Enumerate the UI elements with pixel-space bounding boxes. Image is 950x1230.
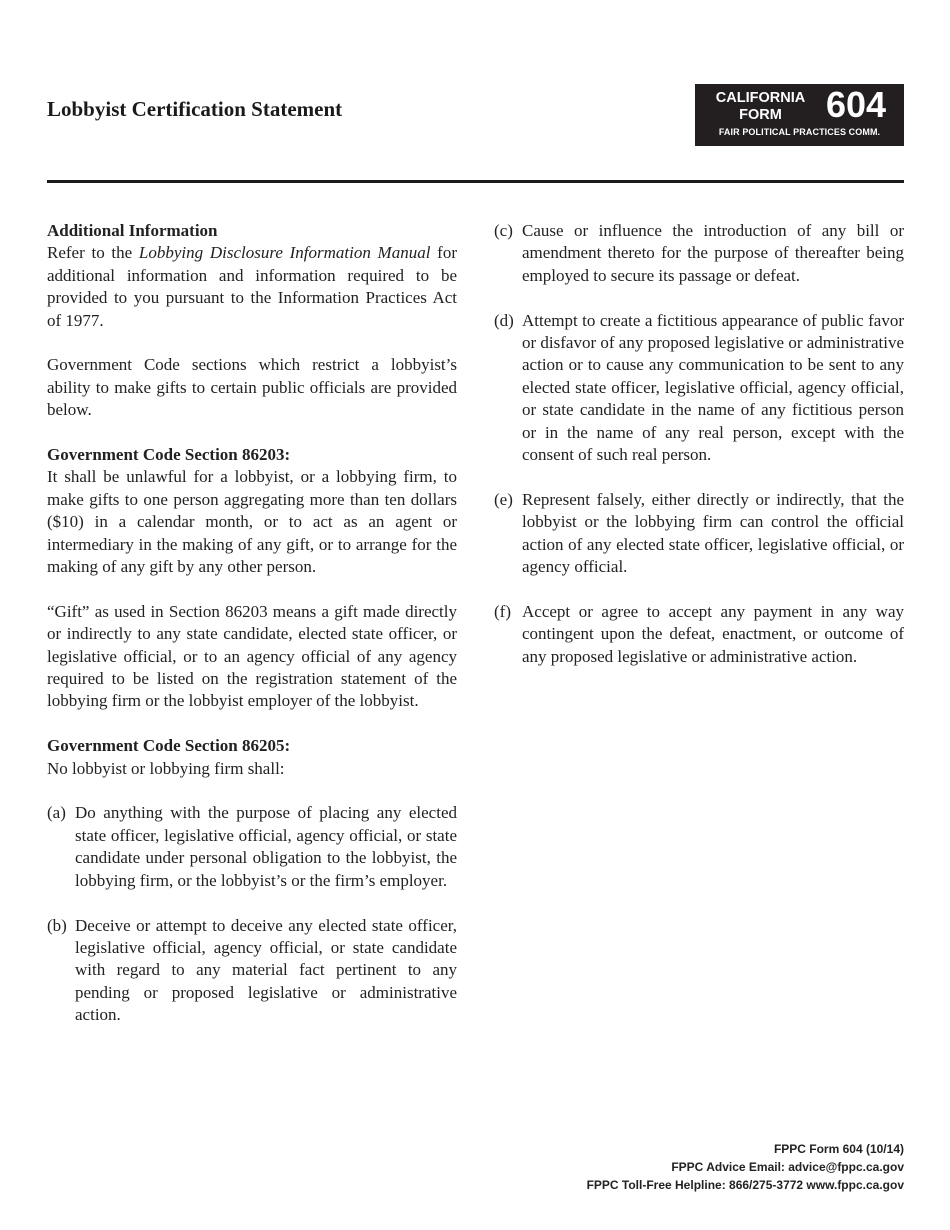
item-letter: (b): [47, 915, 67, 935]
item-text: Attempt to create a fictitious appearance of public favor or disfavor of any proposed legislative or administrative action or to cause any communication to be sent to any elected state officer, legislative official, agency official, or state candidate in the name of any fictitious person or in the name of any real person, except with the consent of such real person.: [522, 310, 904, 465]
page-title: Lobbyist Certification Statement: [47, 97, 343, 121]
list-item: [494, 601, 904, 668]
gift-definition: “Gift” as used in Section 86203 means a gift made directly or indirectly to any state candidate, elected state officer, or legislative official, or to an agency official of any agency required to be listed on the registration statement of the lobbying firm or the lobbyist employer of the lobbyist.: [47, 601, 457, 711]
form-badge: [695, 84, 904, 146]
list-item: [494, 310, 904, 467]
intro-paragraph: [47, 242, 457, 332]
item-text: Cause or influence the introduction of any bill or amendment thereto for the purpose of thereafter being employed to secure its passage or defeat.: [522, 221, 904, 285]
item-letter: (d): [494, 310, 514, 330]
badge-form-number: 604: [826, 84, 887, 125]
item-text: Represent falsely, either directly or indirectly, that the lobbyist or the lobbying firm can control the official action of any elected state officer, legislative official, or agency official.: [522, 489, 904, 577]
badge-state: CALIFORNIA: [715, 90, 806, 106]
badge-form-word: FORM: [739, 107, 782, 123]
section-86205-lead: No lobbyist or lobbying firm shall:: [47, 758, 285, 778]
badge-agency: FAIR POLITICAL PRACTICES COMM.: [718, 127, 881, 137]
section-86205-heading: Government Code Section 86205:: [47, 736, 291, 756]
item-letter: (c): [494, 221, 513, 240]
list-item: [47, 915, 457, 1027]
gov-code-intro: Government Code sections which restrict a lobbyist’s ability to make gifts to certain public officials are provided below.: [47, 355, 457, 420]
right-column: [494, 220, 904, 690]
item-letter: (a): [47, 803, 66, 823]
header-divider: [47, 180, 904, 183]
section-86203-text: It shall be unlawful for a lobbyist, or a lobbying firm, to make gifts to one person aggregating more than ten dollars ($10) in a calendar month, or to act as an agent or intermediary in the making of any gift, or to arrange for the making of any gift by any other person.: [47, 467, 457, 577]
item-text: Deceive or attempt to deceive any elected state officer, legislative official, agency official, or state candidate with regard to any material fact pertinent to any pending or proposed legislative or administrative action.: [75, 915, 457, 1025]
footer-helpline: FPPC Toll-Free Helpline: 866/275-3772 www.fppc.ca.gov: [586, 1178, 904, 1192]
additional-info-heading: Additional Information: [47, 221, 218, 240]
intro-suffix: for additional information and information required to be provided to you pursuant to the Information Practices Act of 1977.: [47, 243, 457, 330]
left-column: [47, 220, 457, 1049]
item-text: Accept or agree to accept any payment in any way contingent upon the defeat, enactment, or outcome of any proposed legislative or administrative action.: [522, 601, 904, 666]
list-item: [47, 802, 457, 892]
footer: [587, 1140, 904, 1194]
footer-advice-email: FPPC Advice Email: advice@fppc.ca.gov: [671, 1160, 904, 1174]
section-86203-heading: Government Code Section 86203:: [47, 445, 291, 465]
list-item: [494, 489, 904, 579]
manual-title: Lobbying Disclosure Information Manual: [138, 243, 431, 263]
list-item: [494, 220, 904, 287]
item-letter: (e): [494, 489, 513, 509]
item-letter: (f): [494, 601, 511, 621]
item-text: Do anything with the purpose of placing any elected state officer, legislative official, agency official, or state candidate under personal obligation to the lobbyist, the lobbying firm, or the lobbyist’s or the firm’s employer.: [75, 803, 457, 890]
footer-form-version: FPPC Form 604 (10/14): [773, 1142, 904, 1156]
badge-state-label: [703, 90, 818, 124]
intro-prefix: Refer to the: [47, 243, 139, 263]
